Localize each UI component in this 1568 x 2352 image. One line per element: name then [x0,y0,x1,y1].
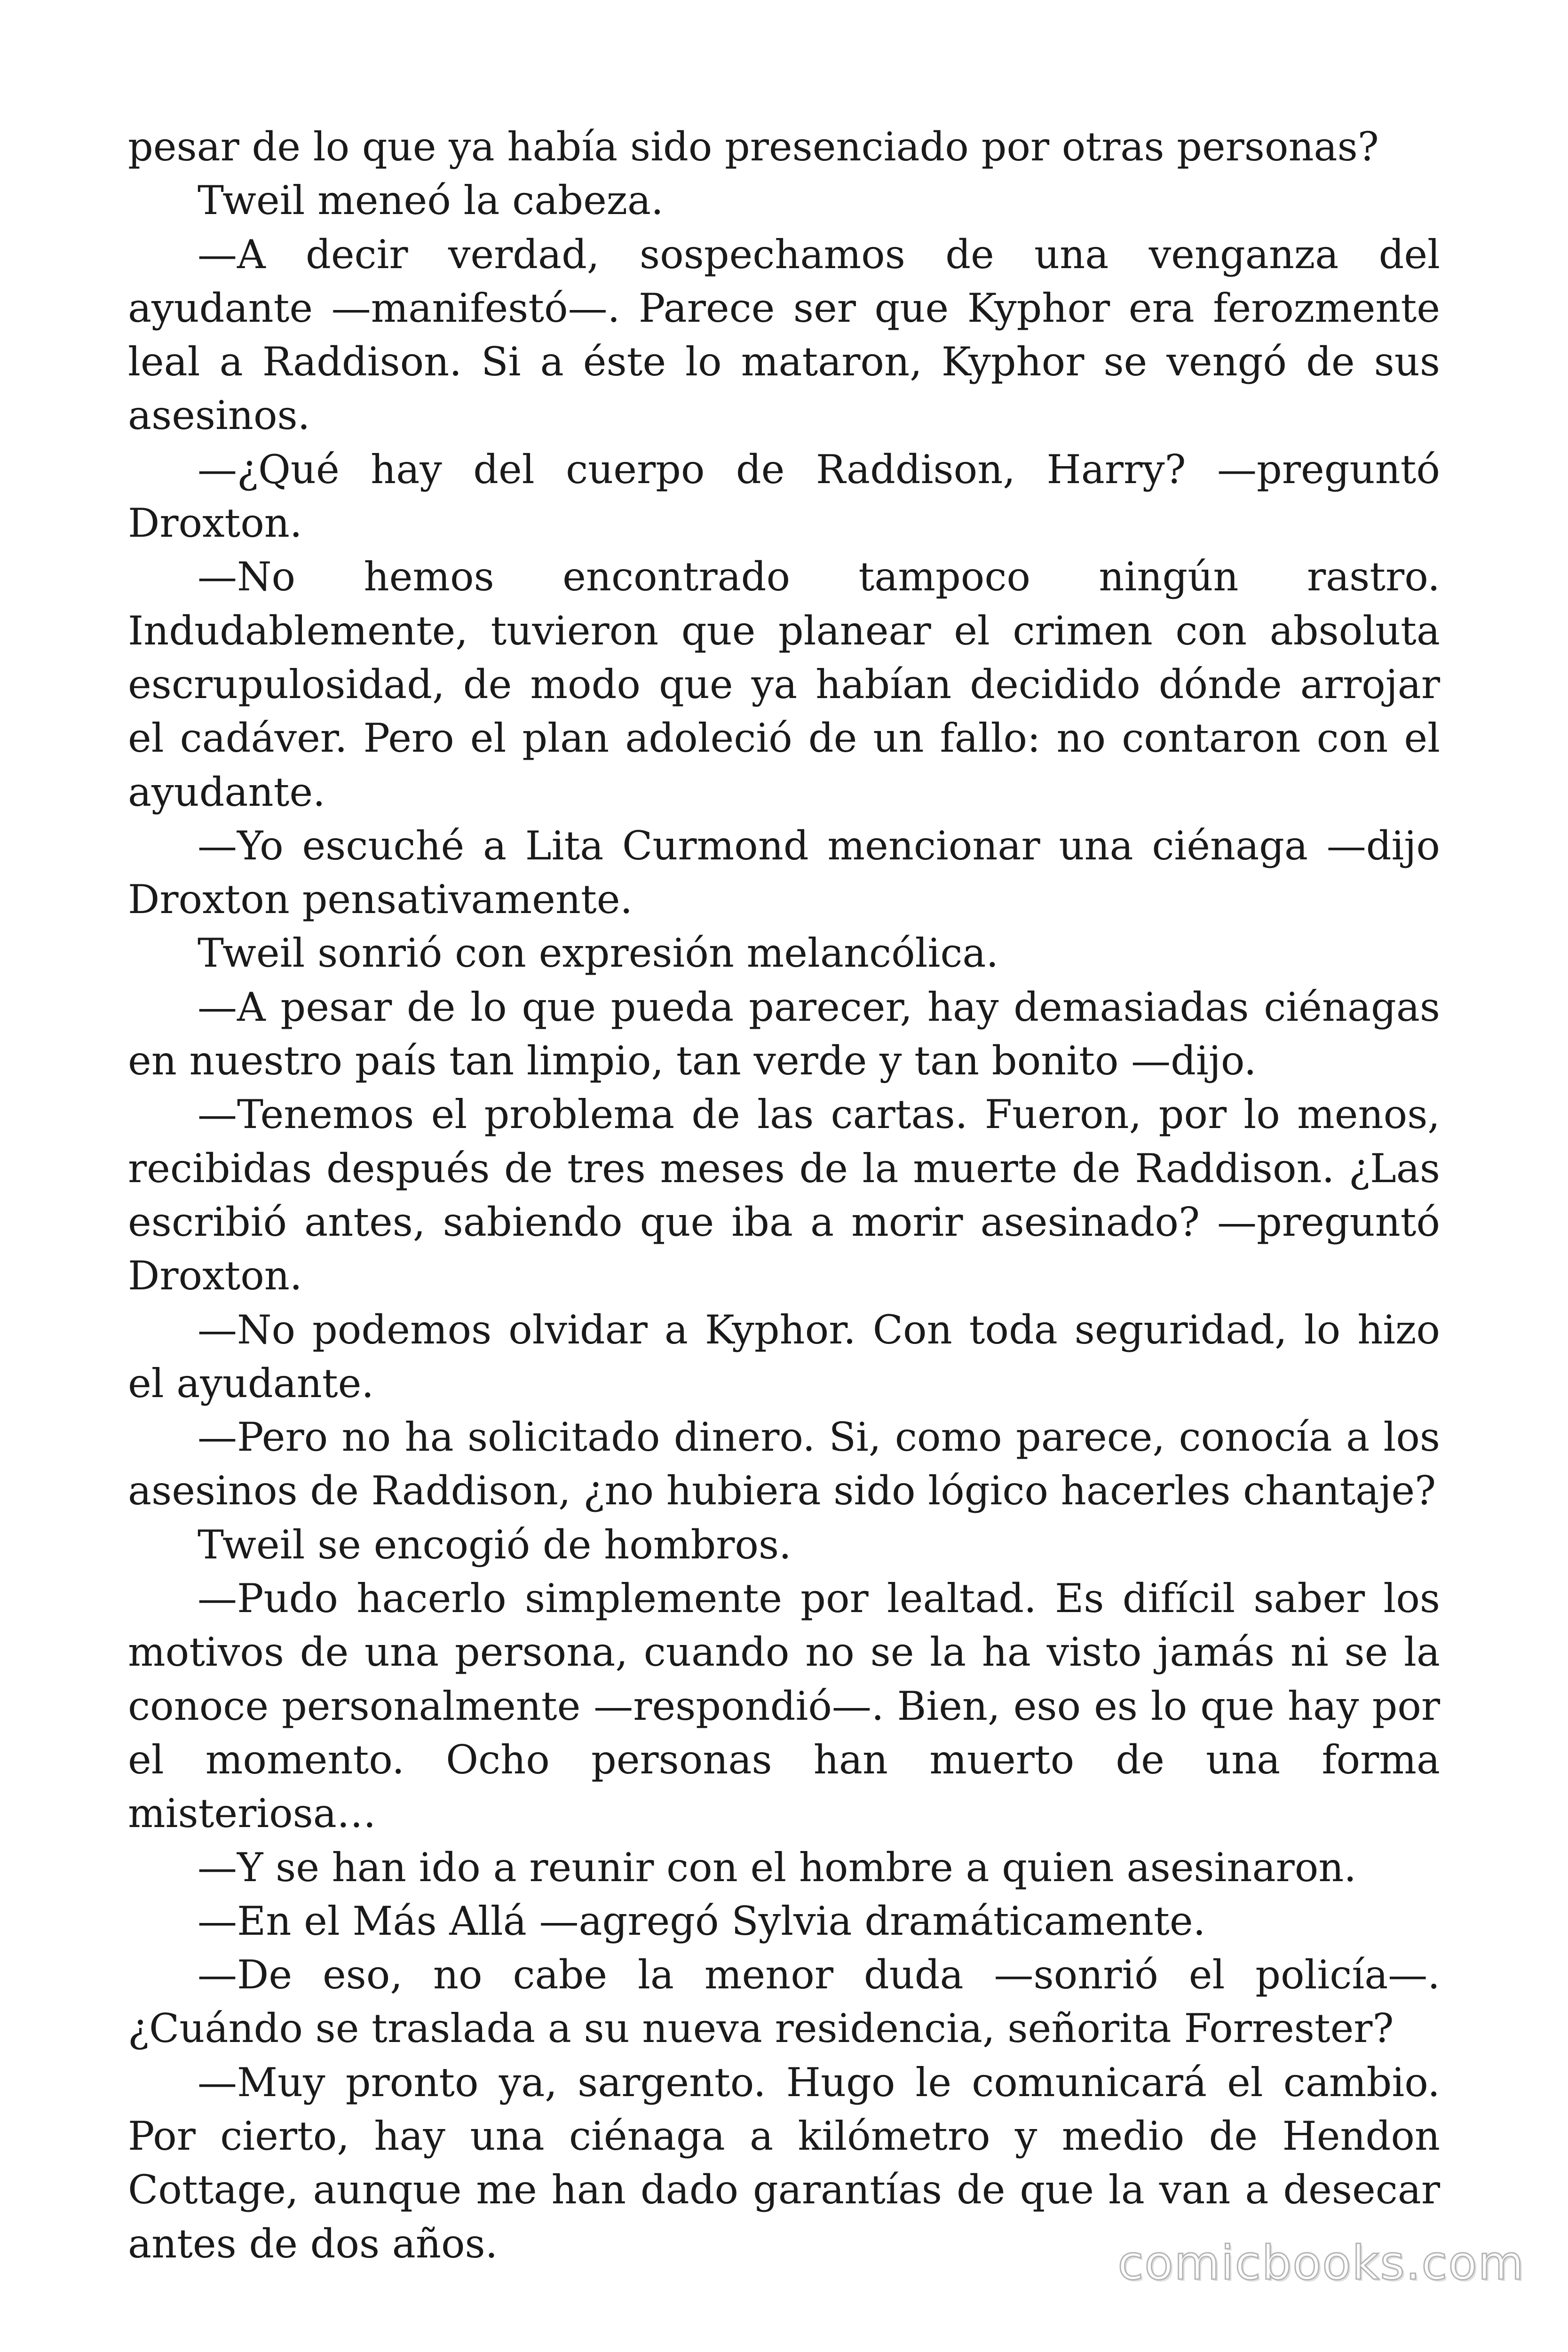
paragraph: —Muy pronto ya, sargento. Hugo le comunicará el cambio. Por cierto, hay una ciénaga a kilómetro y medio de Hendon Cottage, aunque me han dado garantías de que la van a desecar antes de dos años. [128,2059,1440,2267]
paragraph: Tweil meneó la cabeza. [198,177,664,224]
watermark: comicbooks.com [1117,2235,1525,2290]
paragraph: —Y se han ido a reunir con el hombre a quien asesinaron. [198,1844,1357,1891]
paragraph: —Pero no ha solicitado dinero. Si, como parece, conocía a los asesinos de Raddison, ¿no hubiera sido lógico hacerles chantaje? [128,1414,1440,1514]
paragraph: Tweil se encogió de hombros. [198,1521,792,1568]
paragraph: —A pesar de lo que pueda parecer, hay demasiadas ciénagas en nuestro país tan limpio, tan verde y tan bonito —dijo. [128,984,1440,1084]
paragraph: —A decir verdad, sospechamos de una venganza del ayudante —manifestó—. Parece ser que Kyphor era ferozmente leal a Raddison. Si a éste lo mataron, Kyphor se vengó de sus asesinos. [128,231,1440,439]
paragraph: —¿Qué hay del cuerpo de Raddison, Harry? —preguntó Droxton. [128,446,1440,547]
paragraph: —De eso, no cabe la menor duda —sonrió el policía—. ¿Cuándo se traslada a su nueva residencia, señorita Forrester? [128,1952,1440,2052]
paragraph: —En el Más Allá —agregó Sylvia dramáticamente. [198,1898,1206,1944]
paragraph: —No podemos olvidar a Kyphor. Con toda seguridad, lo hizo el ayudante. [128,1306,1440,1406]
paragraph: Tweil sonrió con expresión melancólica. [198,930,999,977]
paragraph: —No hemos encontrado tampoco ningún rastro. Indudablemente, tuvieron que planear el crimen con absoluta escrupulosidad, de modo que ya habían decidido dónde arrojar el cadáver. Pero el plan adoleció de un fallo: no contaron con el ayudante. [128,554,1440,815]
paragraph: pesar de lo que ya había sido presenciado por otras personas? [128,124,1379,170]
page-text [128,120,1440,2271]
paragraph: —Tenemos el problema de las cartas. Fueron, por lo menos, recibidas después de tres meses de la muerte de Raddison. ¿Las escribió antes, sabiendo que iba a morir asesinado? —preguntó Droxton. [128,1091,1440,1299]
paragraph: —Pudo hacerlo simplemente por lealtad. Es difícil saber los motivos de una persona, cuando no se la ha visto jamás ni se la conoce personalmente —respondió—. Bien, eso es lo que hay por el momento. Ocho personas han muerto de una forma misteriosa… [128,1575,1440,1837]
paragraph: —Yo escuché a Lita Curmond mencionar una ciénaga —dijo Droxton pensativamente. [128,822,1440,923]
